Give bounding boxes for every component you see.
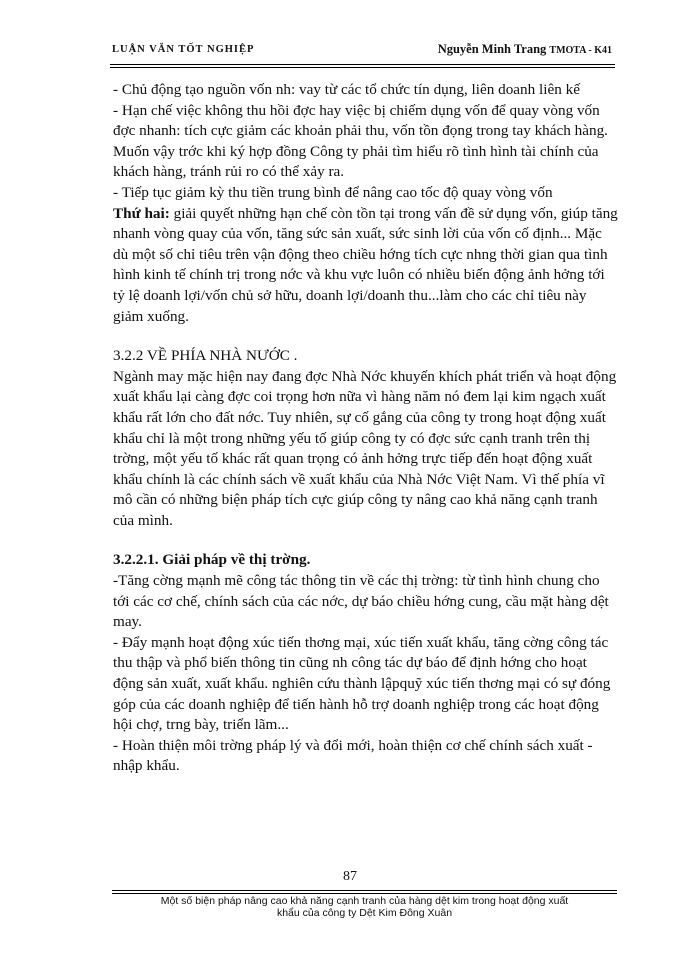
class-code: TMOTA - K41 bbox=[549, 45, 612, 56]
footer-line-1: Một số biện pháp nâng cao khả năng cạnh tranh của hàng dệt kim trong hoạt động xuất bbox=[160, 895, 569, 907]
thesis-label: LUẬN VĂN TỐT NGHIỆP bbox=[112, 44, 255, 55]
document-body bbox=[113, 80, 618, 777]
page-number: 87 bbox=[343, 869, 357, 884]
footer-rule-top bbox=[112, 890, 617, 891]
header-rule-bottom bbox=[110, 67, 615, 68]
list-item: - Hoàn thiện môi trờng pháp lý và đổi mới, hoàn thiện cơ chế chính sách xuất - nhập khẩu. bbox=[113, 736, 593, 775]
footer-line-2: khẩu của công ty Dệt Kim Đông Xuân bbox=[276, 907, 453, 919]
second-point-paragraph bbox=[113, 204, 618, 328]
page-header bbox=[112, 42, 612, 62]
header-rule-top bbox=[110, 64, 615, 65]
list-item: -Tăng cờng mạnh mẽ công tác thông tin về các thị trờng: từ tình hình chung cho tới các cơ chế, chính sách của các nớc, dự báo chiều hớng cung, cầu mặt hàng dệt may. bbox=[113, 572, 609, 631]
list-item: - Đẩy mạnh hoạt động xúc tiến thơng mại, xúc tiến xuất khẩu, tăng cờng công tác thu thập và phổ biến thông tin cũng nh công tác dự báo để định hớng cho hoạt động sản xuất, xuất khẩu. nghiên cứu thành lậpquỹ xúc tiến thơng mại có sự đóng góp của các doanh nghiệp để tiến hành hỗ trợ doanh nghiệp trong các hoạt động hội chợ, trng bày, triển lãm... bbox=[113, 633, 611, 734]
second-point-text: giải quyết những hạn chế còn tồn tại trong vấn đề sử dụng vốn, giúp tăng nhanh vòng quay của vốn, tăng sức sản xuất, sức sinh lời của vốn cố định... Mặc dù một số chỉ tiêu trên vận động theo chiều hớng tích cực nhng thời gian qua tình hình kinh tế chính trị trong nớc và khu vực luôn có nhiều biến động ảnh hởng tới tỷ lệ doanh lợi/vốn chủ sở hữu, doanh lợi/doanh thu...làm cho các chỉ tiêu này giảm xuống. bbox=[113, 204, 618, 325]
footer-rule-bottom bbox=[112, 893, 617, 894]
paragraph: - Chủ động tạo nguồn vốn nh: vay từ các tổ chức tín dụng, liên doanh liên kế bbox=[113, 81, 580, 98]
paragraph: - Hạn chế việc không thu hồi đợc hay việc bị chiếm dụng vốn để quay vòng vốn đợc nhanh: tích cực giảm các khoản phải thu, vốn tồn đọng trong tay khách hàng. Muốn vậy trớc khi ký hợp đồng Công ty phải tìm hiểu rõ tình hình tài chính của khách hàng, tránh rủi ro có thể xảy ra. bbox=[113, 101, 608, 181]
author-info bbox=[438, 42, 612, 57]
section-body: Ngành may mặc hiện nay đang đợc Nhà Nớc khuyến khích phát triển và hoạt động xuất khẩu lại càng đợc coi trọng hơn nữa vì hàng năm nó đem lại kim ngạch xuất khẩu rất lớn cho đất nớc. Tuy nhiên, sự cố gắng của công ty trong hoạt động xuất khẩu chỉ là một trong những yếu tố giúp công ty có đợc sức cạnh tranh trên thị trờng, một yếu tố khác rất quan trọng có ảnh hởng trực tiếp đến hoạt động xuất khẩu chính là các chính sách về xuất khẩu của Nhà Nớc Việt Nam. Vì thế phía vĩ mô cần có những biện pháp tích cực giúp công ty nâng cao khả năng cạnh tranh của mình. bbox=[113, 367, 617, 529]
author-name: Nguyễn Minh Trang bbox=[437, 42, 547, 56]
paragraph: - Tiếp tục giảm kỳ thu tiền trung bình để nâng cao tốc độ quay vòng vốn bbox=[113, 183, 553, 201]
second-point-label: Thứ hai: bbox=[113, 204, 170, 222]
section-heading: 3.2.2 VỀ PHÍA NHÀ NƯỚC . bbox=[113, 347, 298, 365]
page-footer bbox=[112, 895, 617, 919]
subsection-heading: 3.2.2.1. Giải pháp về thị trờng. bbox=[113, 551, 311, 569]
